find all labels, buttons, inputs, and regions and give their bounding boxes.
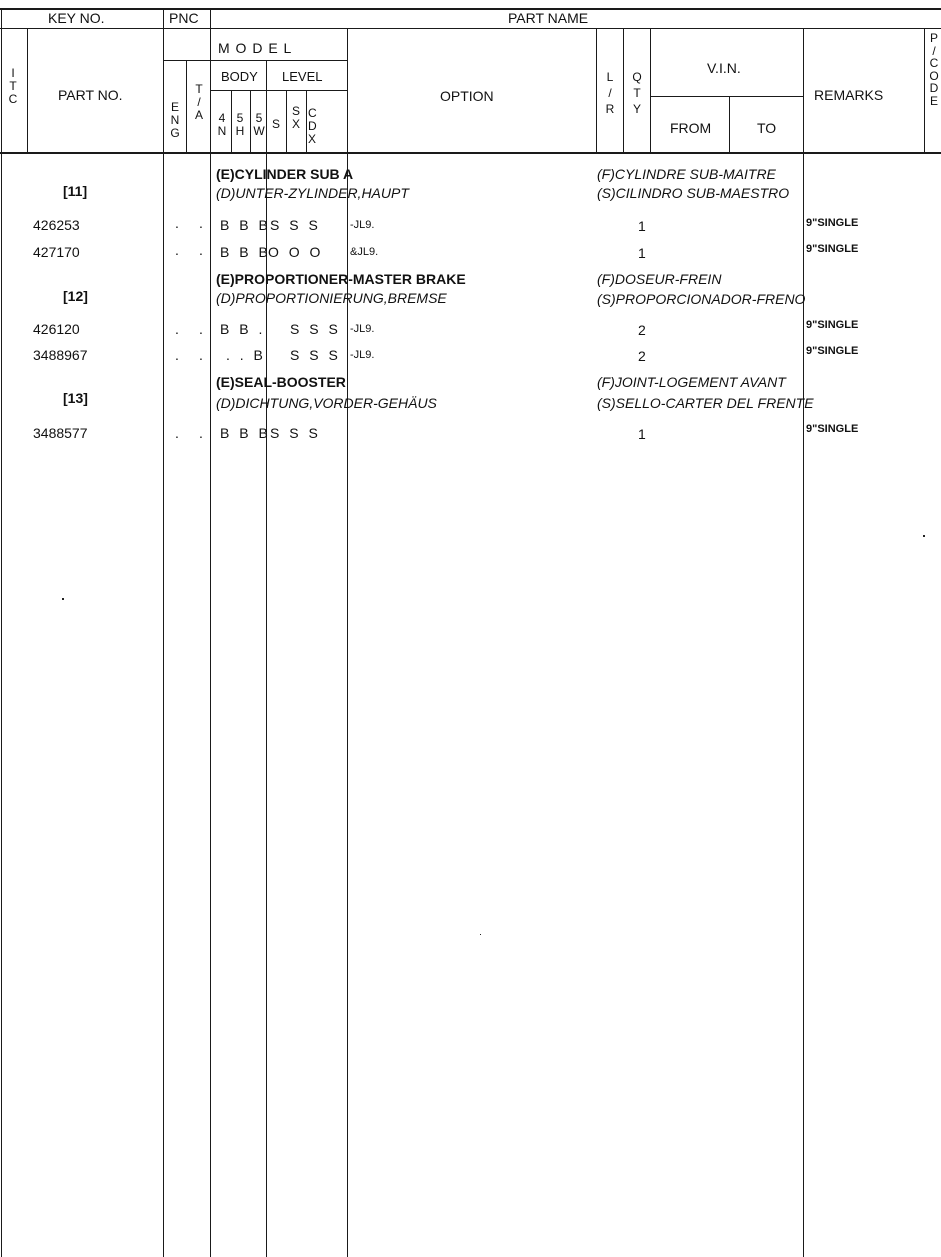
option-code: -JL9. — [350, 323, 375, 335]
body-5h-header: 5 H — [235, 111, 245, 138]
part-no-header: PART NO. — [58, 87, 123, 103]
vin-header: V.I.N. — [707, 60, 741, 76]
remarks: 9"SINGLE — [806, 217, 859, 229]
col-from-divider — [729, 96, 730, 152]
eng-value: . — [175, 321, 179, 337]
part-name-es: (S)PROPORCIONADOR-FRENO — [597, 291, 806, 307]
model-header: M O D E L — [218, 40, 293, 56]
body-codes: . . B — [226, 347, 266, 363]
ta-value: . — [199, 347, 203, 363]
ta-value: . — [199, 425, 203, 441]
level-s-header: S — [271, 117, 280, 131]
part-name-fr: (F)JOINT-LOGEMENT AVANT — [597, 374, 786, 390]
key-number: [13] — [63, 390, 88, 406]
remarks-header: REMARKS — [814, 87, 884, 103]
col-itc-divider — [27, 28, 28, 152]
quantity: 2 — [638, 348, 646, 364]
part-number: 3488577 — [33, 425, 88, 441]
part-name-es: (S)SELLO-CARTER DEL FRENTE — [597, 395, 814, 411]
part-name-de: (D)DICHTUNG,VORDER-GEHÄUS — [216, 395, 437, 411]
table-top-border — [0, 8, 941, 10]
model-divider — [163, 60, 347, 61]
part-name-en: (E)PROPORTIONER-MASTER BRAKE — [216, 271, 466, 287]
part-name-header: PART NAME — [508, 10, 589, 26]
body-col-4n-divider — [231, 90, 232, 152]
col-eng-divider — [186, 60, 187, 152]
ta-value: . — [199, 242, 203, 258]
scan-speck — [480, 934, 481, 935]
part-number: 426120 — [33, 321, 80, 337]
part-number: 3488967 — [33, 347, 88, 363]
option-code: -JL9. — [350, 219, 375, 231]
level-col-s-divider — [286, 90, 287, 152]
eng-value: . — [175, 425, 179, 441]
ta-value: . — [199, 321, 203, 337]
level-sx-header: S X — [291, 104, 300, 131]
part-number: 427170 — [33, 244, 80, 260]
itc-header: I T C — [8, 66, 18, 106]
option-code: -JL9. — [350, 349, 375, 361]
key-no-header: KEY NO. — [48, 10, 105, 26]
body-codes: B B B — [220, 244, 271, 260]
eng-header: E N G — [170, 100, 180, 140]
body-codes: B B . — [220, 321, 266, 337]
body-5w-header: 5 W — [253, 111, 265, 138]
col-option-divider — [596, 28, 597, 152]
level-col-sx-divider — [306, 90, 307, 152]
col-ta-divider — [210, 28, 211, 1257]
vin-divider — [650, 96, 803, 97]
header-bottom-border — [0, 152, 941, 154]
col-level-divider — [347, 28, 348, 1257]
scan-speck — [923, 535, 925, 537]
eng-value: . — [175, 242, 179, 258]
remarks: 9"SINGLE — [806, 243, 859, 255]
part-name-es: (S)CILINDRO SUB-MAESTRO — [597, 185, 790, 201]
level-codes: S S S — [290, 347, 341, 363]
quantity: 1 — [638, 218, 646, 234]
table-left-border — [1, 8, 2, 1257]
part-name-fr: (F)CYLINDRE SUB-MAITRE — [597, 166, 776, 182]
level-codes: O O O — [268, 244, 324, 260]
body-4n-header: 4 N — [217, 111, 227, 138]
remarks: 9"SINGLE — [806, 423, 859, 435]
remarks: 9"SINGLE — [806, 345, 859, 357]
col-body-divider — [266, 60, 267, 1257]
part-name-de: (D)UNTER-ZYLINDER,HAUPT — [216, 185, 409, 201]
key-number: [12] — [63, 288, 88, 304]
col-qty-divider — [650, 28, 651, 152]
remarks: 9"SINGLE — [806, 319, 859, 331]
col-remarks-divider — [924, 28, 925, 152]
body-codes: B B B — [220, 217, 271, 233]
level-codes: S S S — [270, 425, 321, 441]
to-header: TO — [757, 120, 777, 136]
col-lr-divider — [623, 28, 624, 152]
body-codes: B B B — [220, 425, 271, 441]
level-header: LEVEL — [282, 69, 323, 84]
lr-header: L / R — [605, 70, 615, 116]
scan-speck — [62, 598, 64, 600]
part-name-de: (D)PROPORTIONIERUNG,BREMSE — [216, 290, 447, 306]
part-name-en: (E)SEAL-BOOSTER — [216, 374, 346, 390]
col-pnc-divider — [210, 8, 211, 28]
col-key-divider — [163, 8, 164, 1257]
eng-value: . — [175, 215, 179, 231]
header-divider-1 — [0, 28, 941, 29]
eng-value: . — [175, 347, 179, 363]
body-col-5h-divider — [250, 90, 251, 152]
quantity: 2 — [638, 322, 646, 338]
col-vin-divider — [803, 28, 804, 1257]
level-codes: S S S — [270, 217, 321, 233]
level-cdx-header: C D X — [308, 106, 317, 146]
part-name-en: (E)CYLINDER SUB A — [216, 166, 354, 182]
key-number: [11] — [63, 183, 88, 199]
qty-header: Q T Y — [632, 70, 642, 116]
pcode-header: P / C O D E — [929, 31, 939, 108]
part-name-fr: (F)DOSEUR-FREIN — [597, 271, 722, 287]
option-header: OPTION — [440, 88, 494, 104]
option-code: &JL9. — [350, 246, 379, 258]
quantity: 1 — [638, 245, 646, 261]
ta-header: T / A — [194, 82, 203, 122]
pnc-header: PNC — [169, 10, 199, 26]
level-codes: S S S — [290, 321, 341, 337]
quantity: 1 — [638, 426, 646, 442]
body-header: BODY — [221, 69, 258, 84]
ta-value: . — [199, 215, 203, 231]
from-header: FROM — [670, 120, 712, 136]
part-number: 426253 — [33, 217, 80, 233]
